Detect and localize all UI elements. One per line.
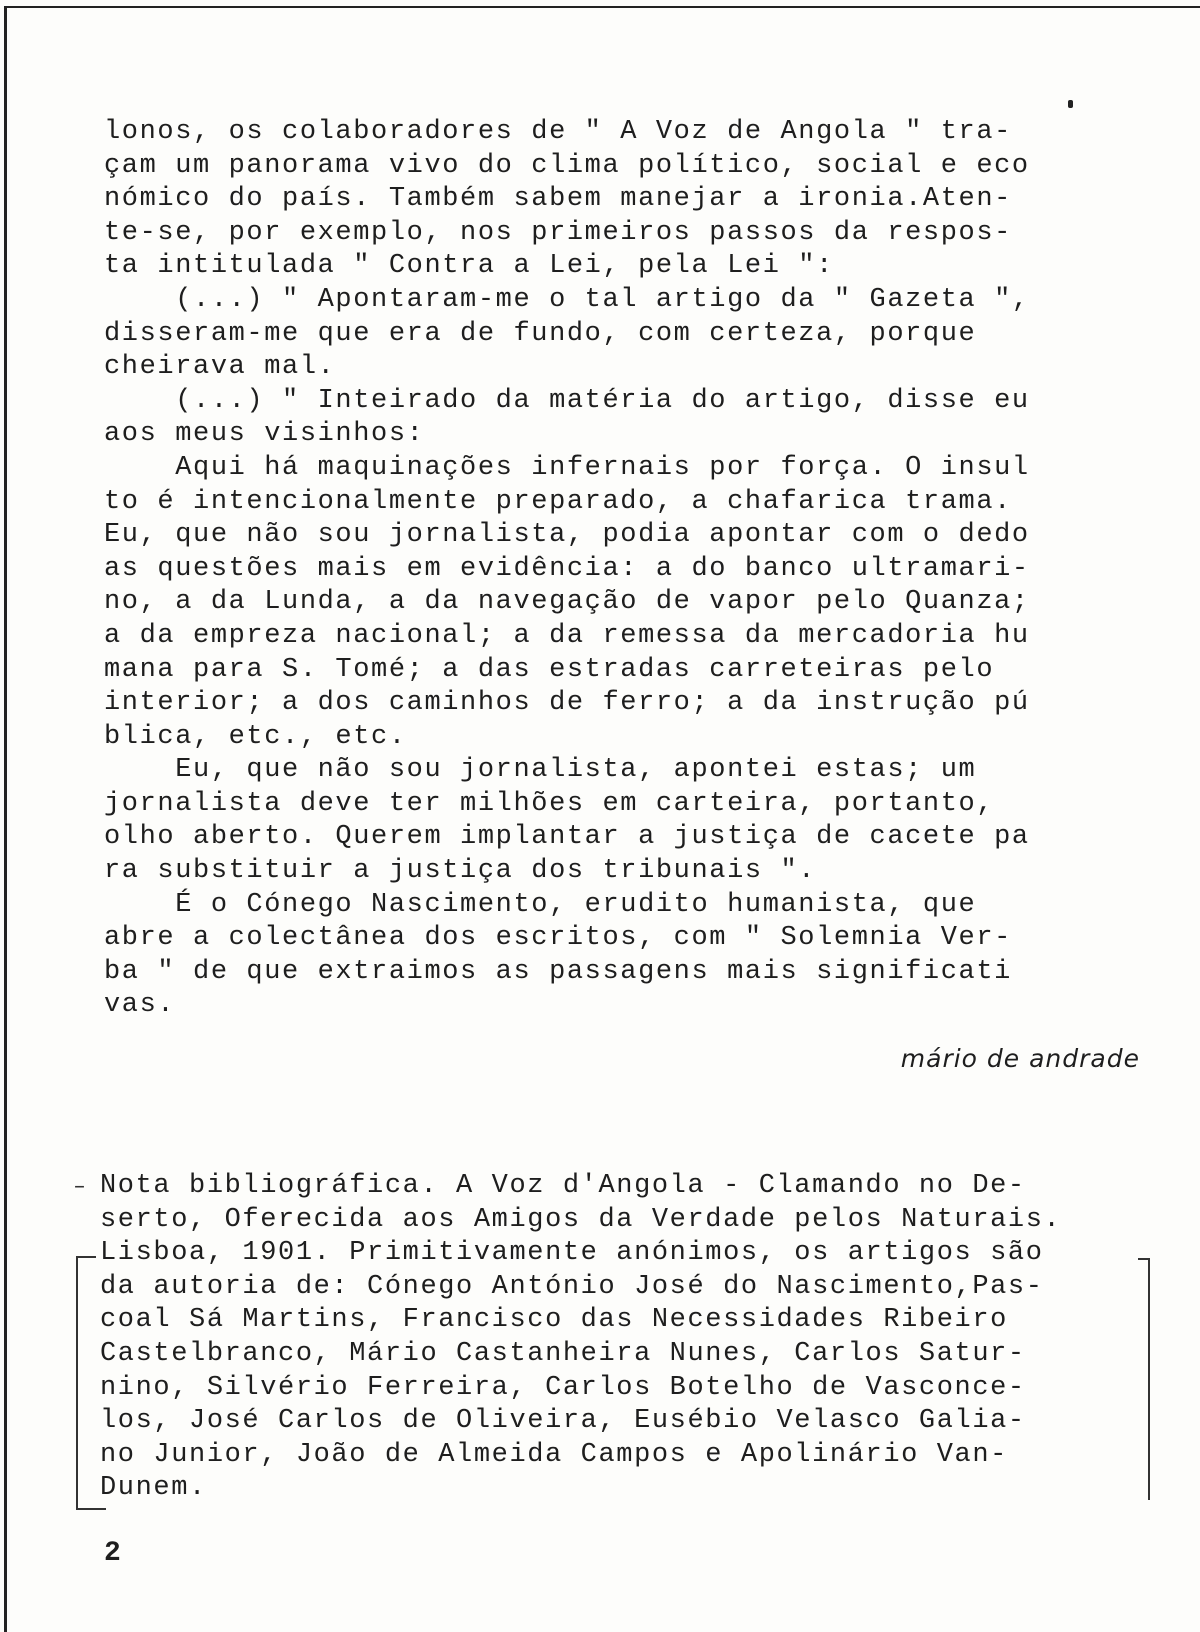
- note-bracket-left-foot: [76, 1508, 106, 1510]
- body-line: É o Cónego Nascimento, erudito humanista, que: [104, 889, 977, 920]
- author-signature: mário de andrade: [900, 1044, 1140, 1073]
- body-line: (...) " Inteirado da matéria do artigo, disse eu: [104, 385, 1030, 416]
- body-line: abre a colectânea dos escritos, com " Solemnia Ver-: [104, 923, 1012, 954]
- body-line: Aqui há maquinações infernais por força. O insul: [104, 452, 1030, 483]
- body-line: disseram-me que era de fundo, com certeza, porque: [104, 318, 977, 349]
- body-line: Eu, que não sou jornalista, apontei estas; um: [104, 755, 977, 786]
- note-line: los, José Carlos de Oliveira, Eusébio Velasco Galia-: [100, 1406, 1026, 1437]
- body-line: lonos, os colaboradores de " A Voz de Angola " tra-: [104, 117, 1012, 147]
- footnote-marker-icon: –: [74, 1174, 85, 1199]
- body-line: ba " de que extraimos as passagens mais significati: [104, 956, 1012, 987]
- note-bracket-left: [76, 1256, 96, 1510]
- note-line: Lisboa, 1901. Primitivamente anónimos, os artigos são: [100, 1238, 1044, 1269]
- body-line: te-se, por exemplo, nos primeiros passos da respos-: [104, 217, 1012, 248]
- note-line: no Junior, João de Almeida Campos e Apolinário Van-: [100, 1439, 1008, 1470]
- body-line: no, a da Lunda, a da navegação de vapor pelo Quanza;: [104, 587, 1030, 618]
- note-line: coal Sá Martins, Francisco das Necessidades Ribeiro: [100, 1305, 1008, 1336]
- bibliographic-note: [100, 1170, 1160, 1506]
- scan-edge-left: [4, 6, 7, 1632]
- note-line: nino, Silvério Ferreira, Carlos Botelho de Vasconce-: [100, 1372, 1026, 1403]
- body-line: to é intencionalmente preparado, a chafarica trama.: [104, 486, 1012, 517]
- body-line: (...) " Apontaram-me o tal artigo da " Gazeta ",: [104, 284, 1030, 315]
- body-line: vas.: [104, 990, 176, 1021]
- note-line: da autoria de: Cónego António José do Nascimento,Pas-: [100, 1271, 1044, 1302]
- body-line: nómico do país. Também sabem manejar a ironia.Aten-: [104, 184, 1012, 215]
- note-line: Nota bibliográfica. A Voz d'Angola - Clamando no De-: [100, 1171, 1026, 1201]
- body-text: [104, 116, 1154, 1023]
- ink-speck: [1068, 100, 1073, 108]
- note-line: Dunem.: [100, 1473, 207, 1504]
- body-line: blica, etc., etc.: [104, 721, 407, 752]
- body-line: ra substituir a justiça dos tribunais ".: [104, 856, 817, 887]
- note-line: Castelbranco, Mário Castanheira Nunes, Carlos Satur-: [100, 1338, 1026, 1369]
- body-line: ta intitulada " Contra a Lei, pela Lei ":: [104, 251, 834, 282]
- page-number: 2: [104, 1538, 121, 1569]
- body-line: a da empreza nacional; a da remessa da mercadoria hu: [104, 620, 1030, 651]
- body-line: interior; a dos caminhos de ferro; a da instrução pú: [104, 688, 1030, 719]
- note-line: serto, Oferecida aos Amigos da Verdade pelos Naturais.: [100, 1204, 1062, 1235]
- body-line: aos meus visinhos:: [104, 419, 425, 450]
- body-line: as questões mais em evidência: a do banco ultramari-: [104, 553, 1030, 584]
- note-bracket-right: [1138, 1258, 1150, 1500]
- body-line: jornalista deve ter milhões em carteira, portanto,: [104, 788, 995, 819]
- scan-edge-top: [4, 6, 1200, 8]
- body-line: çam um panorama vivo do clima político, social e eco: [104, 150, 1030, 181]
- body-line: Eu, que não sou jornalista, podia apontar com o dedo: [104, 520, 1030, 551]
- body-line: olho aberto. Querem implantar a justiça de cacete pa: [104, 822, 1030, 853]
- body-line: mana para S. Tomé; a das estradas carreteiras pelo: [104, 654, 995, 685]
- body-line: cheirava mal.: [104, 352, 336, 383]
